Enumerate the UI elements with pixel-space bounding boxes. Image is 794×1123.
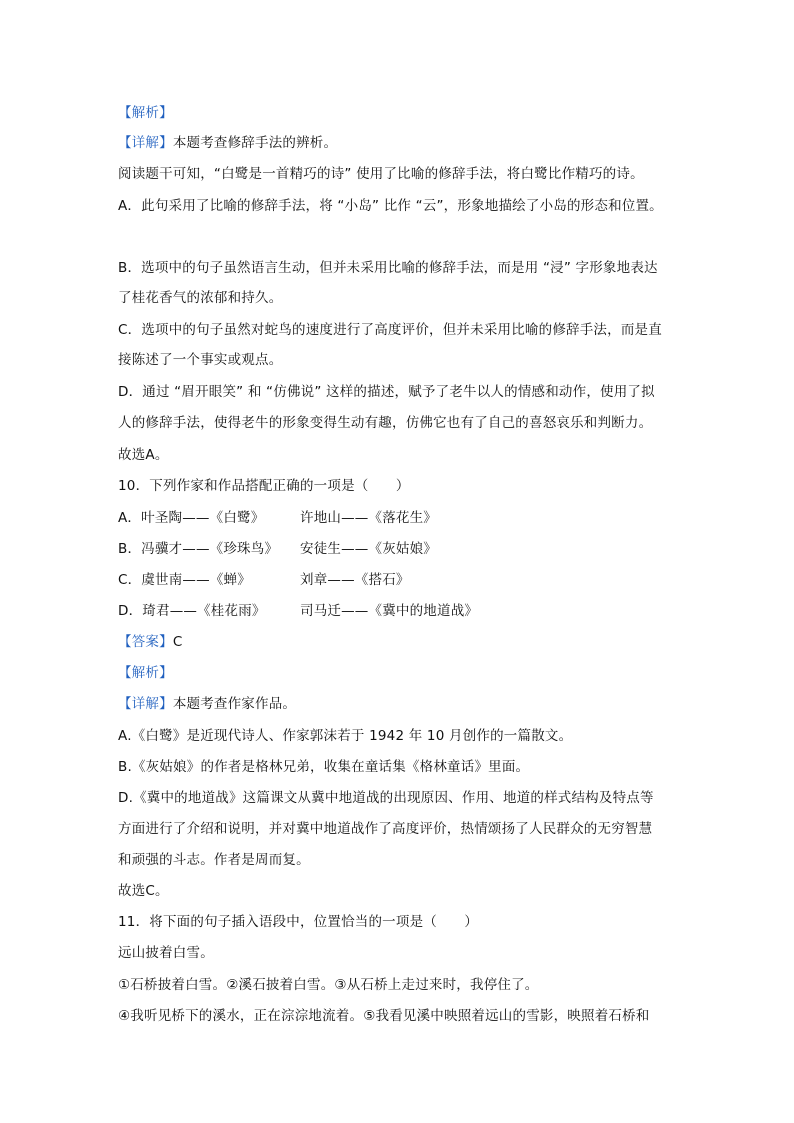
q10-detail-text: 本题考查作家作品。	[172, 696, 297, 712]
q9-conclusion: 故选A。	[118, 447, 169, 463]
q9-option-b-line2: 了桂花香气的浓郁和持久。	[118, 290, 283, 306]
q9-option-c-line2: 接陈述了一个事实或观点。	[118, 352, 283, 368]
q9-option-d-line2: 人的修辞手法，使得老牛的形象变得生动有趣，仿佛它也有了自己的喜怒哀乐和判断力。	[118, 415, 653, 431]
q9-option-b-line1: B．选项中的句子虽然语言生动，但并未采用比喻的修辞手法，而是用 “浸” 字形象地表达	[118, 260, 658, 276]
q11-passage-line2: ④我听见桥下的溪水，正在淙淙地流着。⑤我看见溪中映照着远山的雪影，映照着石桥和	[118, 1008, 650, 1024]
q10-option-a-left: A．叶圣陶——《白鹭》	[118, 510, 265, 526]
q10-detail	[118, 694, 296, 714]
q10-option-d-left: D．琦君——《桂花雨》	[118, 603, 266, 619]
q10-option-b-left: B．冯骥才——《珍珠鸟》	[118, 541, 279, 557]
q10-analysis-d-line2: 方面进行了介绍和说明，并对冀中地道战作了高度评价，热情颂扬了人民群众的无穷智慧	[118, 821, 653, 837]
q10-analysis-b: B.《灰姑娘》的作者是格林兄弟，收集在童话集《格林童话》里面。	[118, 759, 530, 775]
q10-option-b	[118, 539, 618, 559]
q9-detail	[118, 133, 337, 153]
q10-conclusion: 故选C。	[118, 883, 169, 899]
q10-jiexi-tag: 【解析】	[118, 665, 173, 681]
q11-passage-line1: ①石桥披着白雪。②溪石披着白雪。③从石桥上走过来时，我停住了。	[118, 977, 539, 993]
q10-analysis-d-line1: D.《冀中的地道战》这篇课文从冀中地道战的出现原因、作用、地道的样式结构及特点等	[118, 790, 654, 806]
q10-option-a-right: 许地山——《落花生》	[300, 510, 437, 526]
q9-jiexi-tag: 【解析】	[118, 105, 173, 121]
q9-option-c-line1: C．选项中的句子虽然对蛇鸟的速度进行了高度评价，但并未采用比喻的修辞手法，而是直	[118, 322, 662, 338]
q10-option-c	[118, 570, 618, 590]
q10-option-a	[118, 508, 618, 528]
q10-detail-tag: 【详解】	[118, 696, 173, 712]
q10-option-d	[118, 601, 618, 621]
q11-sentence: 远山披着白雪。	[118, 945, 214, 961]
q10-answer-value: C	[172, 634, 183, 650]
q9-option-a: A．此句采用了比喻的修辞手法，将 “小岛” 比作 “云”，形象地描绘了小岛的形态和位置。	[118, 198, 663, 214]
q10-analysis-d-line3: 和顽强的斗志。作者是周而复。	[118, 852, 310, 868]
q10-option-c-left: C．虞世南——《蝉》	[118, 572, 251, 588]
q10-answer	[118, 632, 182, 652]
q9-detail-tag: 【详解】	[118, 135, 173, 151]
q10-option-c-right: 刘章——《搭石》	[300, 572, 410, 588]
q9-option-d-line1: D．通过 “眉开眼笑” 和 “仿佛说” 这样的描述，赋予了老牛以人的情感和动作，使用了拟	[118, 384, 655, 400]
q9-line1: 阅读题干可知，“白鹭是一首精巧的诗” 使用了比喻的修辞手法，将白鹭比作精巧的诗。	[118, 166, 644, 182]
q10-analysis-a: A.《白鹭》是近现代诗人、作家郭沫若于 1942 年 10 月创作的一篇散文。	[118, 728, 573, 744]
q10-answer-tag: 【答案】	[118, 634, 173, 650]
q10-option-b-right: 安徒生——《灰姑娘》	[300, 541, 437, 557]
q10-option-d-right: 司马迁——《冀中的地道战》	[300, 603, 479, 619]
q10-stem: 10．下列作家和作品搭配正确的一项是（ ）	[118, 478, 410, 494]
q9-detail-text: 本题考查修辞手法的辨析。	[172, 135, 338, 151]
q11-stem: 11．将下面的句子插入语段中，位置恰当的一项是（ ）	[118, 914, 479, 930]
